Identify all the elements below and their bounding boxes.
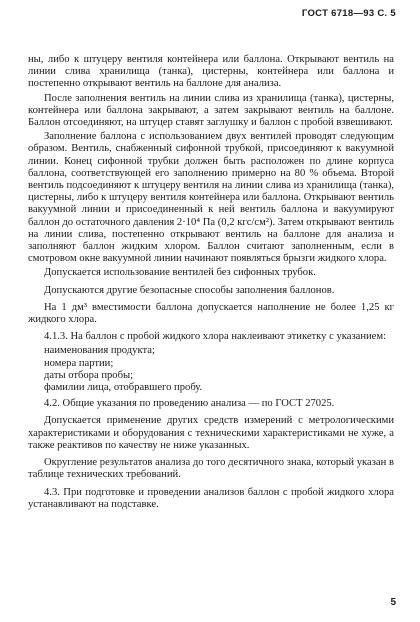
paragraph: ны, либо к штуцеру вентиля контейнера или баллона. Открывают вентиль на линии слива хранилища (танка), цистерны, контейнера или баллона и постепенно открывают вентиль на баллоне для анализа. (28, 54, 394, 90)
document-body (28, 54, 394, 513)
paragraph: После заполнения вентиль на линии слива из хранилища (танка), цистерны, контейнера или баллона закрывают, а затем закрывают вентиль на баллоне. Баллон отсоединяют, на штуцер ставят заглушку и баллон с пробой взвешивают. (28, 92, 394, 129)
paragraph: Округление результатов анализа до того десятичного знака, который указан в таблице технических требований. (28, 457, 394, 481)
page-number: 5 (390, 597, 396, 608)
list-item: фамилии лица, отобравшего пробу. (44, 382, 203, 394)
paragraph: Заполнение баллона с использованием двух вентилей проводят следующим образом. Вентиль, снабженный сифонной трубкой, присоединяют к вакуумной линии. Конец сифонной трубки должен быть расположен по длине корпуса баллона, соответствующей его заполнению примерно на 80 % объема. Второй вентиль подсоединяют к штуцеру вентиля на линии слива из хранилища (танка), цистерны, либо к штуцеру вентиля контейнера или баллона. Открывают вентиль вакуумной линии и присоединенный к ней вентиль баллона и вакуумируют баллон до остаточного давления 2·10⁴ Па (0,2 кгс/см²). Затем открывают вентиль на линии слива, постепенно открывают вентиль на баллоне для анализа и заполняют баллон жидким хлором. Баллон считают заполненным, если в смотровом окне вакуумной линии начинают появляться брызги жидкого хлора. (28, 131, 394, 265)
paragraph: Допускается применение других средств измерений с метрологическими характеристиками и оборудования с техническими характеристиками не хуже, а также реактивов по качеству не ниже указанных. (28, 415, 394, 451)
paragraph: Допускается использование вентилей без сифонных трубок. (44, 267, 316, 279)
paragraph: На 1 дм³ вместимости баллона допускается наполнение не более 1,25 кг жидкого хлора. (28, 301, 394, 326)
paragraph: Допускаются другие безопасные способы заполнения баллонов. (44, 284, 335, 296)
label-list (28, 345, 394, 394)
list-item: номера партии; (44, 357, 114, 369)
page-header: ГОСТ 6718—93 С. 5 (301, 8, 396, 19)
section-heading: 4.2. Общие указания по проведению анализа — по ГОСТ 27025. (44, 398, 335, 410)
paragraph: 4.1.3. На баллон с пробой жидкого хлора наклеивают этикетку с указанием: (44, 331, 387, 343)
list-item: даты отбора пробы; (44, 369, 134, 381)
paragraph: 4.3. При подготовке и проведении анализов баллон с пробой жидкого хлора устанавливают на подставке. (28, 486, 394, 510)
list-item: наименования продукта; (44, 345, 155, 357)
